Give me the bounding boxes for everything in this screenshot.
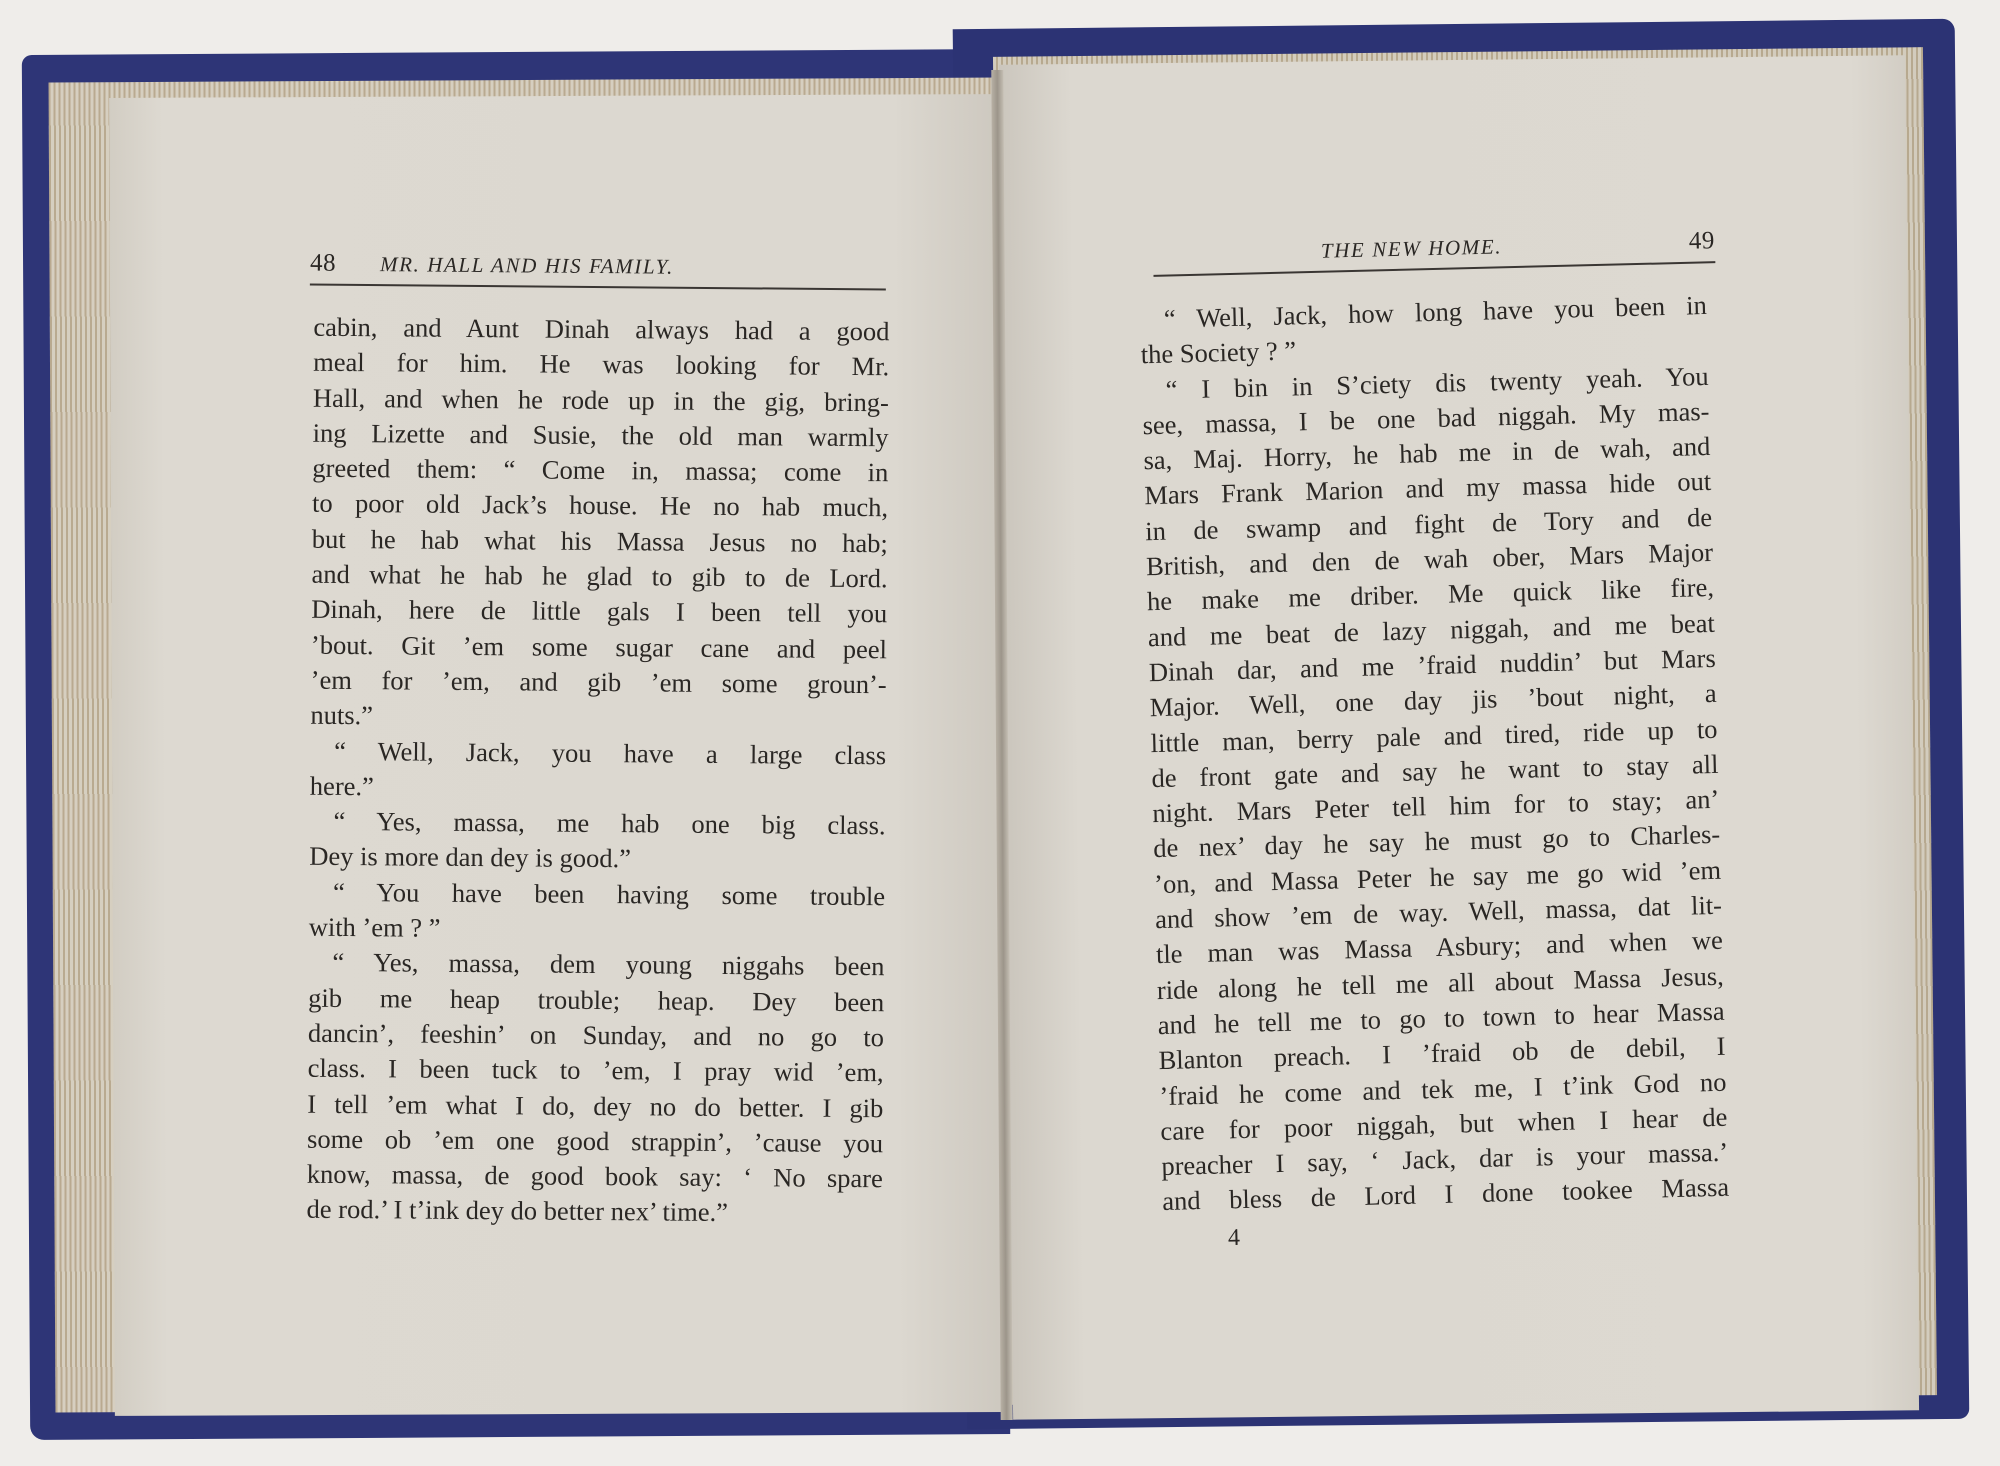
text-line: Dinah dar, and me ’fraid nuddin’ but Mars <box>1148 642 1717 688</box>
signature-mark: 4 <box>1227 1224 1241 1252</box>
text-line: and what he hab he glad to gib to de Lord. <box>311 558 888 594</box>
text-line: night. Mars Peter tell him for to stay; an’ <box>1152 783 1720 829</box>
text-line: some ob ’em one good strappin’, ’cause you <box>306 1123 884 1159</box>
text-line: “ You have been having some trouble <box>332 876 886 912</box>
text-line: in de swamp and fight de Tory and de <box>1144 501 1713 547</box>
text-line: care for poor niggah, but when I hear de <box>1160 1101 1728 1146</box>
text-line: cabin, and Aunt Dinah always had a good <box>313 311 890 347</box>
text-line: and show ’em de way. Well, massa, dat lit- <box>1154 889 1723 935</box>
text-line: to poor old Jack’s house. He no hab much, <box>311 488 889 523</box>
text-line: ’on, and Massa Peter he say me go wid ’em <box>1153 854 1722 899</box>
text-line: ing Lizette and Susie, the old man warmly <box>312 417 889 453</box>
text-line: meal for him. He was looking for Mr. <box>313 347 890 382</box>
text-line: and me beat de lazy niggah, and me beat <box>1147 607 1716 652</box>
text-line: nuts.” <box>310 700 374 731</box>
text-line: sa, Maj. Horry, he hab me in de wah, and <box>1143 431 1711 476</box>
text-line: tle man was Massa Asbury; and when we <box>1155 925 1724 970</box>
text-line: ride along he tell me all about Massa Jesus, <box>1156 960 1725 1005</box>
text-line: Major. Well, one day jis ’bout night, a <box>1149 678 1717 723</box>
text-line: and bless de Lord I done tookee Massa <box>1161 1172 1730 1217</box>
text-line: de front gate and say he want to stay all <box>1151 748 1719 794</box>
text-line: Blanton preach. I ’fraid ob de debil, I <box>1158 1030 1726 1076</box>
right-running-title: THE NEW HOME. <box>1320 234 1503 263</box>
left-page-text <box>306 310 889 1232</box>
text-line: know, massa, de good book say: ‘ No spare <box>306 1158 883 1194</box>
text-line: gib me heap trouble; heap. Dey been <box>308 982 885 1017</box>
text-line: Dey is more dan dey is good.” <box>309 841 632 874</box>
text-line: but he hab what his Massa Jesus no hab; <box>311 523 888 559</box>
text-line: “ I bin in S’ciety dis twenty yeah. You <box>1165 360 1709 405</box>
text-line: with ’em ? ” <box>308 911 441 943</box>
text-line: “ Well, Jack, how long have you been in <box>1163 289 1708 334</box>
text-line: “ Yes, massa, me hab one big class. <box>333 806 886 841</box>
text-line: de nex’ day he say he must go to Charles- <box>1152 819 1721 864</box>
text-line: Hall, and when he rode up in the gig, bring- <box>312 382 890 417</box>
text-line: ’bout. Git ’em some sugar cane and peel <box>310 629 888 664</box>
text-line: British, and den de wah ober, Mars Major <box>1145 536 1714 582</box>
text-line: ’em for ’em, and gib ’em some groun’- <box>310 664 887 700</box>
text-line: greeted them: “ Come in, massa; come in <box>312 452 889 488</box>
text-line: preacher I say, ‘ Jack, dar is your massa.’ <box>1160 1136 1729 1182</box>
right-page-number: 49 <box>1688 227 1716 255</box>
text-line: class. I been tuck to ’em, I pray wid ’em, <box>307 1052 884 1088</box>
text-line: “ Yes, massa, dem young niggahs been <box>332 947 885 982</box>
left-page-header <box>310 249 886 290</box>
text-line: he make me driber. Me quick like fire, <box>1146 572 1715 617</box>
text-line: “ Well, Jack, you have a large class <box>334 735 887 770</box>
text-line: I tell ’em what I do, dey no do better. I gib <box>307 1088 884 1123</box>
text-line: here.” <box>309 770 374 802</box>
left-running-title: MR. HALL AND HIS FAMILY. <box>379 252 675 279</box>
right-page-text <box>1139 288 1729 1220</box>
text-line: Dinah, here de little gals I been tell you <box>311 594 888 629</box>
text-line: little man, berry pale and tired, ride up to <box>1150 713 1718 758</box>
text-line: Mars Frank Marion and my massa hide out <box>1143 466 1712 511</box>
text-line: see, massa, I be one bad niggah. My mas- <box>1142 395 1710 441</box>
text-line: dancin’, feeshin’ on Sunday, and no go to <box>307 1017 885 1053</box>
text-line: and he tell me to go to town to hear Massa <box>1157 995 1725 1041</box>
text-line: de rod.’ I t’ink dey do better nex’ time.” <box>306 1194 729 1228</box>
text-line: ’fraid he come and tek me, I t’ink God no <box>1159 1066 1727 1111</box>
text-line: the Society ? ” <box>1140 335 1297 370</box>
left-page-number: 48 <box>309 249 337 277</box>
